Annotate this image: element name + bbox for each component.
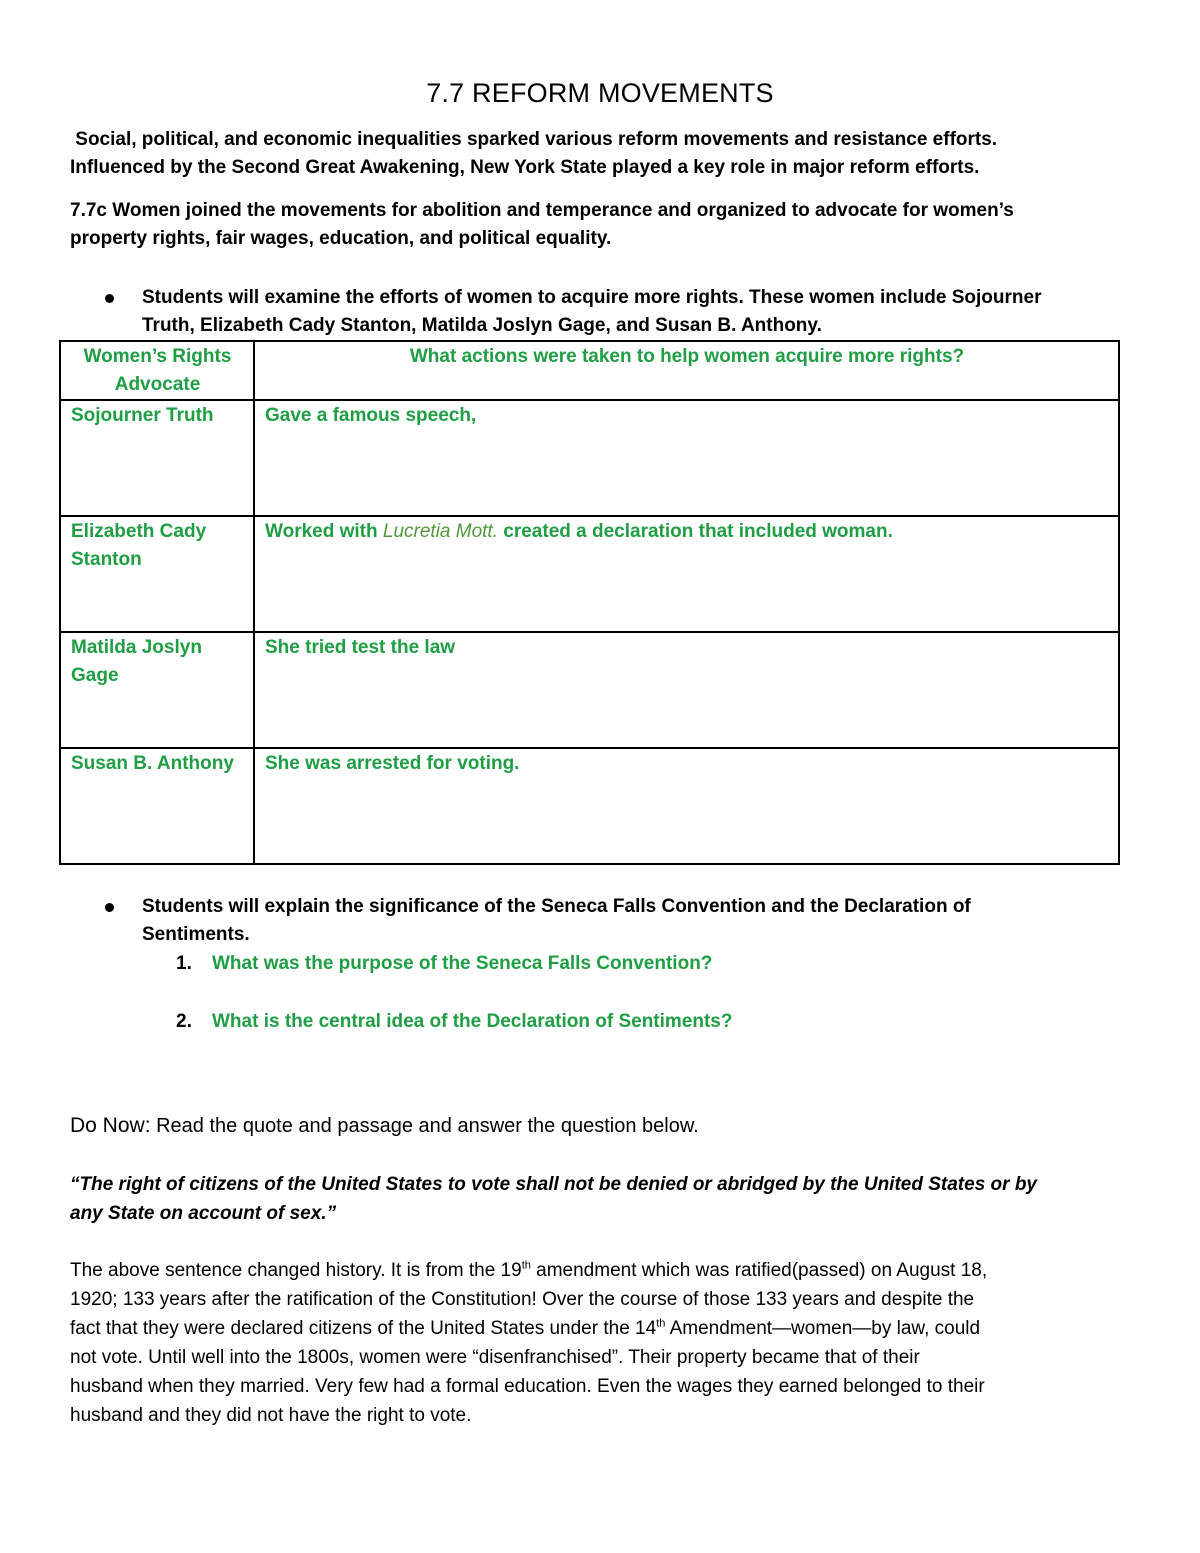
passage-line-3: fact that they were declared citizens of the United States under the 14th Amendment—women—by law, could [70,1317,981,1339]
page-title: 7.7 REFORM MOVEMENTS [426,78,774,108]
intro-paragraph [70,126,1150,182]
bullet2-line-2: Sentiments. [142,924,250,945]
quote-line-1: “The right of citizens of the United States to vote shall not be denied or abridged by the United States or by [70,1174,1037,1195]
passage-paragraph [70,1256,1150,1430]
intro-line-2: Influenced by the Second Great Awakening, New York State played a key role in major reform efforts. [70,157,980,178]
question-2: 2. What is the central idea of the Declaration of Sentiments? [176,1011,733,1032]
lucretia-mott-name: Lucretia Mott. [382,521,498,542]
table-header-row [60,341,1119,400]
table-row [60,748,1119,864]
advocates-table [59,340,1120,865]
do-now-text: Read the quote and passage and answer the question below. [150,1115,699,1137]
quote-line-2: any State on account of sex.” [70,1203,337,1224]
header-advocate: Women’s Rights Advocate [60,341,254,400]
bullet2-line-1: Students will explain the significance of the Seneca Falls Convention and the Declaration of [142,896,971,917]
action-cell[interactable]: She tried test the law [254,632,1119,748]
standard-paragraph [70,197,1150,253]
bullet-explain-significance [100,893,1130,949]
standard-line-1: 7.7c Women joined the movements for abolition and temperance and organized to advocate for women’s [70,200,1014,221]
table-row [60,516,1119,632]
advocate-name-cell: Elizabeth Cady Stanton [60,516,254,632]
bullet-examine-efforts [100,284,1130,340]
action-cell[interactable]: She was arrested for voting. [254,748,1119,864]
header-actions: What actions were taken to help women acquire more rights? [254,341,1119,400]
bullet1-line-1: Students will examine the efforts of women to acquire more rights. These women include Sojourner [142,287,1042,308]
passage-line-1: The above sentence changed history. It is from the 19th amendment which was ratified(passed) on August 18, [70,1259,988,1281]
intro-line-1: Social, political, and economic inequalities sparked various reform movements and resistance efforts. [75,129,998,150]
bullet-dot-icon [105,294,114,303]
advocate-name-cell: Matilda Joslyn Gage [60,632,254,748]
amendment-quote [70,1170,1150,1228]
question-1: 1. What was the purpose of the Seneca Falls Convention? [176,953,713,974]
table-row [60,400,1119,516]
do-now-instruction [70,1111,699,1141]
standard-line-2: property rights, fair wages, education, and political equality. [70,228,612,249]
action-cell[interactable]: Worked with Lucretia Mott. created a declaration that included woman. [254,516,1119,632]
passage-line-6: husband and they did not have the right to vote. [70,1405,472,1426]
bullet1-line-2: Truth, Elizabeth Cady Stanton, Matilda Joslyn Gage, and Susan B. Anthony. [142,315,822,336]
passage-line-4: not vote. Until well into the 1800s, women were “disenfranchised”. Their property became that of their [70,1347,920,1368]
passage-line-5: husband when they married. Very few had a formal education. Even the wages they earned belonged to their [70,1376,985,1397]
bullet-dot-icon [105,903,114,912]
action-cell[interactable]: Gave a famous speech, [254,400,1119,516]
table-row [60,632,1119,748]
advocate-name-cell: Sojourner Truth [60,400,254,516]
do-now-label: Do Now: [70,1114,151,1137]
passage-line-2: 1920; 133 years after the ratification of the Constitution! Over the course of those 133 years and despite the [70,1289,975,1310]
advocate-name-cell: Susan B. Anthony [60,748,254,864]
